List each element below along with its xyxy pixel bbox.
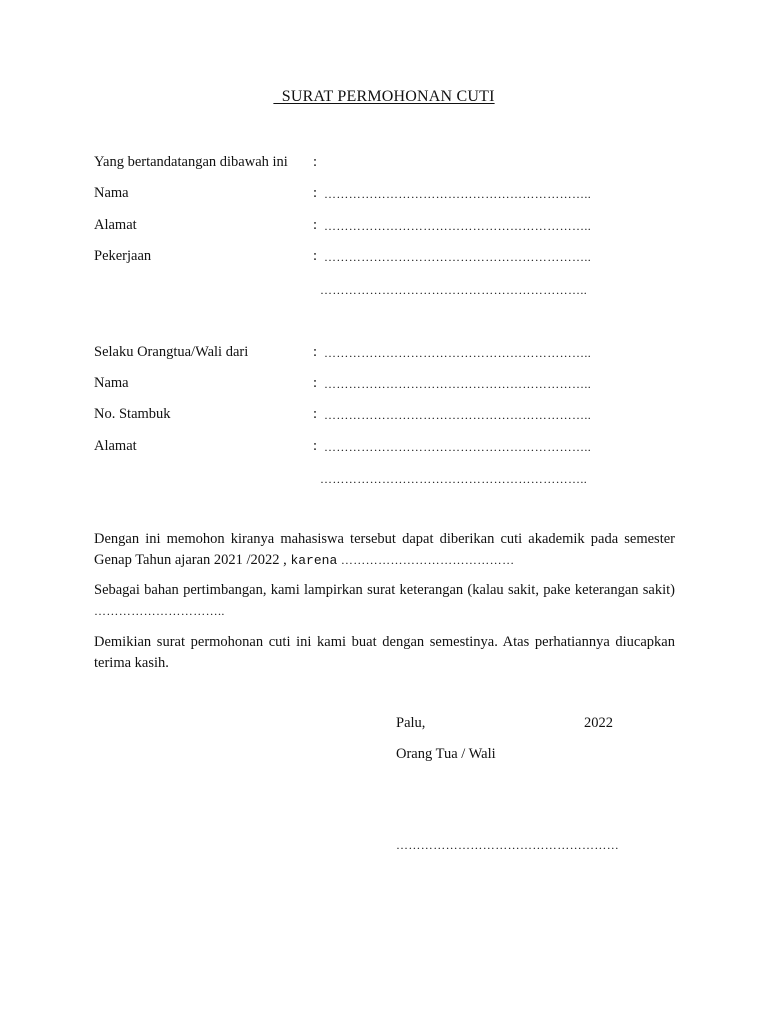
parent-address-label: Alamat xyxy=(94,217,137,233)
parent-name-label: Nama xyxy=(94,185,129,201)
student-name-colon: : xyxy=(313,375,318,391)
student-name-blank[interactable]: ……………………………………………………….. xyxy=(324,377,592,391)
parent-address-colon: : xyxy=(313,217,318,233)
student-id-label: No. Stambuk xyxy=(94,406,171,422)
intro-label: Yang bertandatangan dibawah ini xyxy=(94,154,288,170)
student-id-colon: : xyxy=(313,406,318,422)
request-paragraph xyxy=(94,529,675,571)
student-name-label: Nama xyxy=(94,375,129,391)
signature-role: Orang Tua / Wali xyxy=(396,746,496,762)
attachment-blank[interactable]: ………………………….. xyxy=(94,604,225,618)
parent-name-blank[interactable]: ……………………………………………………….. xyxy=(324,187,592,201)
signature-year: 2022 xyxy=(584,715,613,731)
document-title xyxy=(0,88,768,106)
parent-address-blank[interactable]: ……………………………………………………….. xyxy=(324,219,592,233)
guardian-blank[interactable]: ……………………………………………………….. xyxy=(324,346,592,360)
student-extra-blank[interactable]: ……………………………………………………….. xyxy=(320,472,588,486)
closing-paragraph xyxy=(94,632,675,674)
document-title-text: SURAT PERMOHONAN CUTI xyxy=(273,88,495,105)
reason-word: karena xyxy=(290,553,338,568)
parent-job-colon: : xyxy=(313,248,318,264)
reason-blank[interactable]: …………………………………… xyxy=(340,553,515,567)
parent-extra-blank[interactable]: ……………………………………………………….. xyxy=(320,283,588,297)
signature-place: Palu, xyxy=(396,715,426,731)
parent-name-colon: : xyxy=(313,185,318,201)
student-address-colon: : xyxy=(313,438,318,454)
attachment-text: Sebagai bahan pertimbangan, kami lampirkan surat keterangan (kalau sakit, pake keterangan sakit) xyxy=(94,582,675,598)
parent-job-blank[interactable]: ……………………………………………………….. xyxy=(324,250,592,264)
guardian-label: Selaku Orangtua/Wali dari xyxy=(94,344,249,360)
parent-job-label: Pekerjaan xyxy=(94,248,152,264)
attachment-paragraph xyxy=(94,580,675,622)
intro-colon: : xyxy=(313,154,318,170)
student-id-blank[interactable]: ……………………………………………………….. xyxy=(324,408,592,422)
student-address-blank[interactable]: ……………………………………………………….. xyxy=(324,440,592,454)
signature-line[interactable]: ……………………………………………… xyxy=(396,838,620,852)
student-address-label: Alamat xyxy=(94,438,137,454)
request-text: Dengan ini memohon kiranya mahasiswa tersebut dapat diberikan cuti akademik pada semester Genap Tahun ajaran 2021 /2022 , xyxy=(94,531,675,568)
guardian-colon: : xyxy=(313,344,318,360)
closing-text: Demikian surat permohonan cuti ini kami buat dengan semestinya. Atas perhatiannya diucapkan terima kasih. xyxy=(94,634,675,671)
